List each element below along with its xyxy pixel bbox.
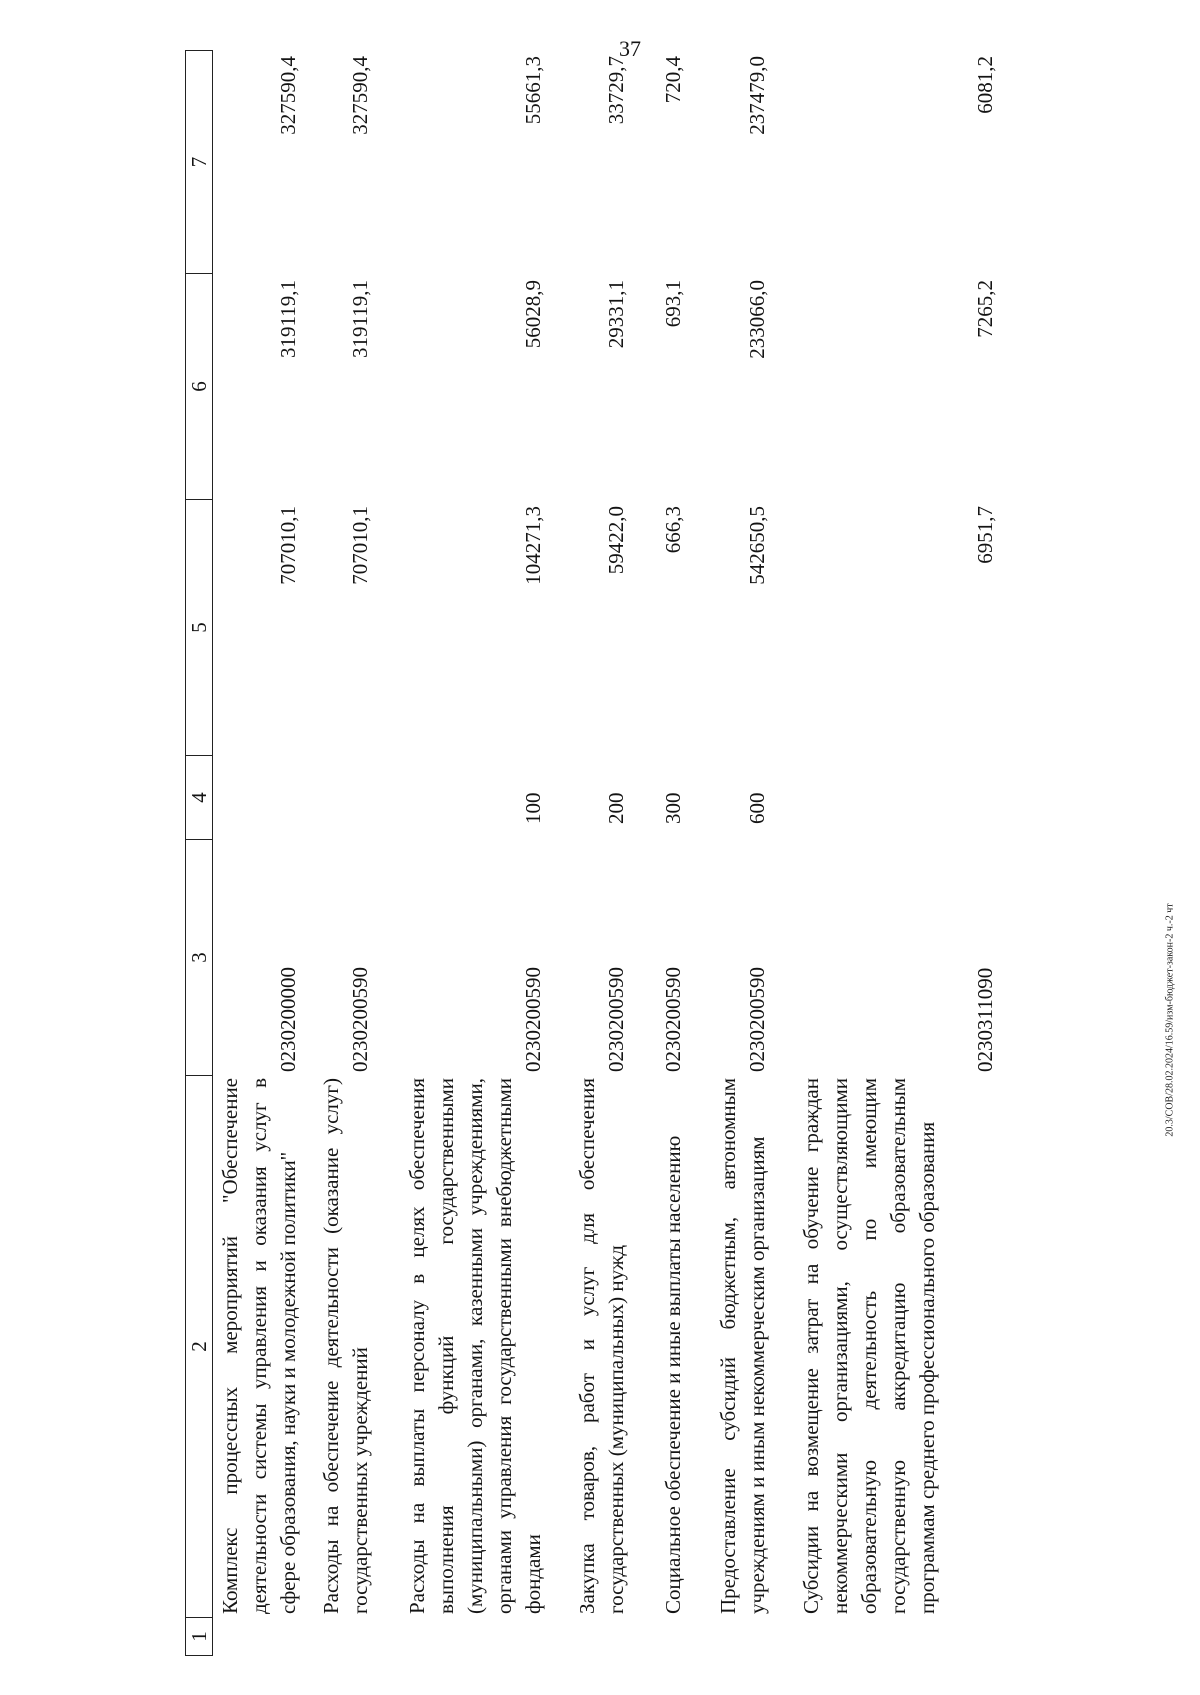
amount-col-5: 6951,7 [973,506,997,564]
column-header-3: 3 [186,840,212,1076]
page-number: 37 [619,36,641,61]
target-code: 0230200590 [745,967,769,1072]
amount-col-7: 327590,4 [348,56,372,135]
expense-type-code: 300 [661,792,685,824]
table-row [573,50,633,1656]
amount-col-5: 59422,0 [604,506,628,575]
expense-name: Комплекс процессных мероприятий "Обеспечение деятельности системы управления и оказания услуг в сфере образования, науки и молодежной политики" [218,1078,300,1614]
rotated-table-page [185,50,1075,1656]
target-code: 0230200590 [521,967,545,1072]
expense-type-code: 200 [604,792,628,824]
amount-col-5: 542650,5 [745,506,769,585]
amount-col-6: 29331,1 [604,280,628,349]
column-header-1: 1 [186,1618,212,1656]
table-row [797,50,1002,1656]
amount-col-5: 707010,1 [348,506,372,585]
amount-col-5: 666,3 [661,506,685,554]
budget-table [185,50,1075,1656]
expense-name: Субсидии на возмещение затрат на обучение граждан некоммерческими организациями, осуществляющими образовательную деятельность по имеющим государственную аккредитацию образовательным программам среднего профессионального образования [799,1078,939,1614]
amount-col-5: 707010,1 [276,506,300,585]
expense-name: Предоставление субсидий бюджетным, автономным учреждениям и иным некоммерческим организациям [716,1078,769,1614]
target-code: 0230311090 [973,967,997,1072]
amount-col-7: 55661,3 [521,56,545,125]
amount-col-7: 6081,2 [973,56,997,114]
column-number-row [185,50,213,1656]
column-header-2: 2 [186,1076,212,1618]
amount-col-6: 319119,1 [348,280,372,358]
target-code: 0230200000 [276,967,300,1072]
expense-type-code: 600 [745,792,769,824]
amount-col-7: 237479,0 [745,56,769,135]
expense-name: Расходы на обеспечение деятельности (оказание услуг) государственных учреждений [319,1078,372,1614]
target-code: 0230200590 [348,967,372,1072]
expense-name: Социальное обеспечение и иные выплаты населению [661,1135,685,1614]
amount-col-7: 720,4 [661,56,685,104]
table-row [216,50,302,1656]
column-header-6: 6 [186,274,212,500]
expense-name: Расходы на выплаты персоналу в целях обеспечения выполнения функций государственными (муниципальными) органами, казенными учреждениями, органами управления государственными внебюджетными фондами [405,1078,545,1614]
table-row [659,50,689,1656]
table-row [403,50,548,1656]
expense-type-code: 100 [521,792,545,824]
amount-col-6: 693,1 [661,280,685,328]
amount-col-6: 7265,2 [973,280,997,338]
column-header-7: 7 [186,50,212,274]
target-code: 0230200590 [604,967,628,1072]
column-header-4: 4 [186,756,212,840]
document-code: 20.3/СОВ/28.02.2024/16.59/изм-бюджет-закон-2 ч.-2 чт [1164,903,1176,1137]
amount-col-5: 104271,3 [521,506,545,585]
amount-col-6: 233066,0 [745,280,769,359]
target-code: 0230200590 [661,967,685,1072]
amount-col-6: 56028,9 [521,280,545,349]
table-row [317,50,377,1656]
column-header-5: 5 [186,500,212,756]
table-row [714,50,774,1656]
amount-col-6: 319119,1 [276,280,300,358]
expense-name: Закупка товаров, работ и услуг для обеспечения государственных (муниципальных) нужд [575,1078,628,1614]
amount-col-7: 327590,4 [276,56,300,135]
amount-col-7: 33729,7 [604,56,628,125]
